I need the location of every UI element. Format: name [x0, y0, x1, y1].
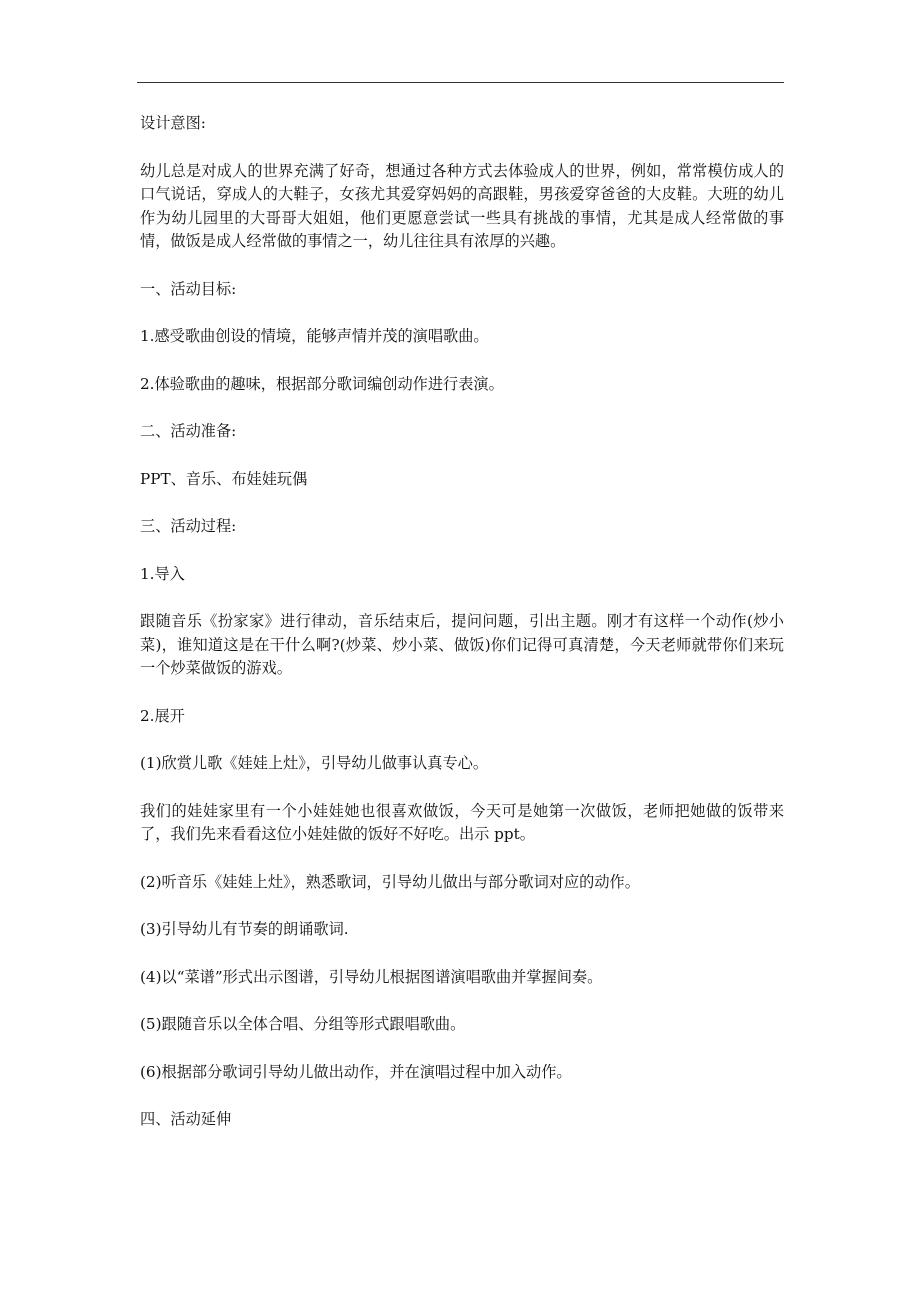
list-item-step-4: (4)以“菜谱”形式出示图谱，引导幼儿根据图谱演唱歌曲并掌握间奏。 — [140, 967, 603, 986]
list-item-step-1: (1)欣赏儿歌《娃娃上灶》，引导幼儿做事认真专心。 — [140, 754, 489, 772]
subheading-introduction: 1.导入 — [140, 564, 185, 583]
document-body — [140, 112, 784, 1156]
heading-activity-process: 三、活动过程: — [140, 517, 237, 535]
list-item-step-3: (3)引导幼儿有节奏的朗诵歌词. — [140, 920, 349, 938]
heading-activity-preparation: 二、活动准备: — [140, 422, 237, 440]
paragraph-design-intent: 幼儿总是对成人的世界充满了好奇，想通过各种方式去体验成人的世界，例如，常常模仿成人的口气说话，穿成人的大鞋子，女孩尤其爱穿妈妈的高跟鞋，男孩爱穿爸爸的大皮鞋。大班的幼儿作为幼儿园里的大哥哥大姐姐，他们更愿意尝试一些具有挑战的事情，尤其是成人经常做的事情，做饭是成人经常做的事情之一，幼儿往往具有浓厚的兴趣。 — [140, 161, 784, 250]
paragraph-preparation-materials: PPT、音乐、布娃娃玩偶 — [140, 469, 308, 488]
heading-activity-extension: 四、活动延伸 — [140, 1110, 232, 1128]
list-item-step-5: (5)跟随音乐以全体合唱、分组等形式跟唱歌曲。 — [140, 1015, 466, 1033]
header-rule — [137, 82, 784, 83]
subheading-development: 2.展开 — [140, 706, 185, 725]
list-item-goal-2: 2.体验歌曲的趣味，根据部分歌词编创动作进行表演。 — [140, 374, 504, 393]
paragraph-introduction: 跟随音乐《扮家家》进行律动，音乐结束后，提问问题，引出主题。刚才有这样一个动作(炒小菜)，谁知道这是在干什么啊?(炒菜、炒小菜、做饭)你们记得可真清楚，今天老师就带你们来玩一个炒菜做饭的游戏。 — [140, 612, 784, 677]
heading-design-intent: 设计意图: — [140, 114, 206, 132]
list-item-step-2: (2)听音乐《娃娃上灶》，熟悉歌词，引导幼儿做出与部分歌词对应的动作。 — [140, 872, 640, 891]
list-item-step-6: (6)根据部分歌词引导幼儿做出动作，并在演唱过程中加入动作。 — [140, 1062, 572, 1081]
paragraph-step-1-detail: 我们的娃娃家里有一个小娃娃她也很喜欢做饭，今天可是她第一次做饭，老师把她做的饭带来了，我们先来看看这位小娃娃做的饭好不好吃。出示 ppt。 — [140, 801, 784, 843]
heading-activity-goals: 一、活动目标: — [140, 279, 237, 298]
list-item-goal-1: 1.感受歌曲创设的情境，能够声情并茂的演唱歌曲。 — [140, 327, 489, 345]
